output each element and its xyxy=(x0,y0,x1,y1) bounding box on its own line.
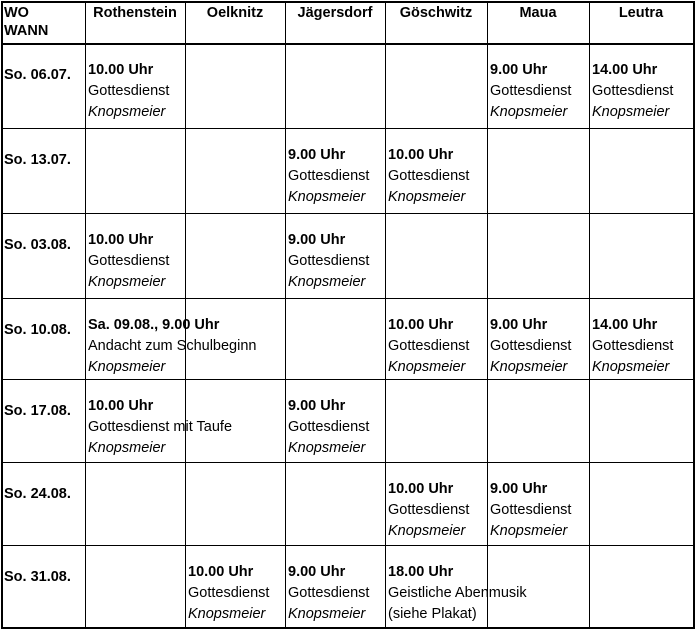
service-leader: Knopsmeier xyxy=(490,523,568,539)
service-type: Gottesdienst xyxy=(188,585,270,601)
service-type: Gottesdienst xyxy=(288,419,370,435)
service-type: Gottesdienst xyxy=(592,338,674,354)
service-leader: (siehe Plakat) xyxy=(388,606,477,622)
service-time: Sa. 09.08., 9.00 Uhr xyxy=(88,317,220,333)
service-time: 10.00 Uhr xyxy=(88,398,154,414)
column-header: Maua xyxy=(519,5,557,21)
service-leader: Knopsmeier xyxy=(592,104,670,120)
column-header: Leutra xyxy=(618,5,664,21)
column-header: Oelknitz xyxy=(206,5,264,21)
service-time: 14.00 Uhr xyxy=(592,317,658,333)
service-leader: Knopsmeier xyxy=(288,606,366,622)
service-time: 18.00 Uhr xyxy=(388,564,454,580)
service-entry xyxy=(388,479,469,542)
grid-hline xyxy=(1,298,695,299)
service-entry xyxy=(288,145,369,208)
service-type: Gottesdienst xyxy=(288,585,370,601)
service-leader: Knopsmeier xyxy=(88,440,166,456)
service-time: 10.00 Uhr xyxy=(88,62,154,78)
service-type: Gottesdienst xyxy=(88,83,170,99)
grid-vline xyxy=(285,1,286,628)
service-leader: Knopsmeier xyxy=(288,189,366,205)
service-entry xyxy=(592,60,673,123)
grid-vline xyxy=(385,1,386,628)
header-corner-line: WANN xyxy=(4,23,49,39)
service-time: 10.00 Uhr xyxy=(188,564,254,580)
row-date: So. 24.08. xyxy=(4,486,71,502)
service-entry xyxy=(592,315,673,378)
service-time: 9.00 Uhr xyxy=(288,398,346,414)
row-date: So. 06.07. xyxy=(4,67,71,83)
service-entry xyxy=(388,315,469,378)
service-type: Gottesdienst xyxy=(388,338,470,354)
service-type: Andacht zum Schulbeginn xyxy=(88,338,257,354)
service-time: 9.00 Uhr xyxy=(490,62,548,78)
service-entry xyxy=(288,562,369,625)
column-header: Göschwitz xyxy=(399,5,473,21)
service-type: Gottesdienst xyxy=(490,502,572,518)
service-time: 10.00 Uhr xyxy=(388,481,454,497)
service-entry xyxy=(88,230,169,293)
row-date: So. 10.08. xyxy=(4,322,71,338)
service-time: 9.00 Uhr xyxy=(288,147,346,163)
grid-vline xyxy=(1,1,3,628)
grid-hline xyxy=(1,545,695,546)
service-entry xyxy=(490,315,571,378)
service-type: Gottesdienst xyxy=(592,83,674,99)
service-type: Gottesdienst xyxy=(388,502,470,518)
row-date: So. 31.08. xyxy=(4,569,71,585)
service-leader: Knopsmeier xyxy=(388,359,466,375)
service-type: Gottesdienst xyxy=(288,253,370,269)
service-type: Gottesdienst xyxy=(490,83,572,99)
header-corner-line: WO xyxy=(4,5,29,21)
service-entry xyxy=(490,479,571,542)
service-type: Gottesdienst xyxy=(388,168,470,184)
service-time: 9.00 Uhr xyxy=(288,232,346,248)
service-time: 9.00 Uhr xyxy=(288,564,346,580)
grid-vline xyxy=(693,1,695,628)
service-time: 10.00 Uhr xyxy=(388,317,454,333)
grid-hline xyxy=(1,379,695,380)
service-type: Geistliche Abenmusik xyxy=(388,585,527,601)
service-entry xyxy=(88,396,232,459)
service-time: 9.00 Uhr xyxy=(490,481,548,497)
service-leader: Knopsmeier xyxy=(88,359,166,375)
service-time: 10.00 Uhr xyxy=(388,147,454,163)
service-entry xyxy=(188,562,269,625)
service-leader: Knopsmeier xyxy=(288,274,366,290)
service-leader: Knopsmeier xyxy=(490,359,568,375)
grid-hline xyxy=(1,462,695,463)
service-leader: Knopsmeier xyxy=(188,606,266,622)
service-leader: Knopsmeier xyxy=(88,274,166,290)
service-leader: Knopsmeier xyxy=(388,523,466,539)
service-entry xyxy=(288,230,369,293)
service-entry xyxy=(288,396,369,459)
service-type: Gottesdienst xyxy=(88,253,170,269)
service-leader: Knopsmeier xyxy=(592,359,670,375)
grid-vline xyxy=(85,1,86,628)
grid-hline xyxy=(1,1,695,3)
row-date: So. 13.07. xyxy=(4,152,71,168)
service-entry xyxy=(490,60,571,123)
service-type: Gottesdienst xyxy=(490,338,572,354)
service-entry xyxy=(388,562,527,625)
grid-hline xyxy=(1,128,695,129)
service-leader: Knopsmeier xyxy=(288,440,366,456)
service-leader: Knopsmeier xyxy=(490,104,568,120)
service-leader: Knopsmeier xyxy=(388,189,466,205)
row-date: So. 17.08. xyxy=(4,403,71,419)
grid-vline xyxy=(487,1,488,628)
service-entry xyxy=(388,145,469,208)
grid-vline xyxy=(589,1,590,628)
service-leader: Knopsmeier xyxy=(88,104,166,120)
service-time: 10.00 Uhr xyxy=(88,232,154,248)
column-header: Rothenstein xyxy=(93,5,177,21)
column-header: Jägersdorf xyxy=(297,5,373,21)
service-entry xyxy=(88,60,169,123)
service-type: Gottesdienst xyxy=(288,168,370,184)
grid-hline xyxy=(1,213,695,214)
service-entry xyxy=(88,315,256,378)
service-type: Gottesdienst mit Taufe xyxy=(88,419,233,435)
service-time: 14.00 Uhr xyxy=(592,62,658,78)
service-time: 9.00 Uhr xyxy=(490,317,548,333)
grid-hline xyxy=(1,43,695,45)
header-corner xyxy=(4,4,48,40)
row-date: So. 03.08. xyxy=(4,237,71,253)
